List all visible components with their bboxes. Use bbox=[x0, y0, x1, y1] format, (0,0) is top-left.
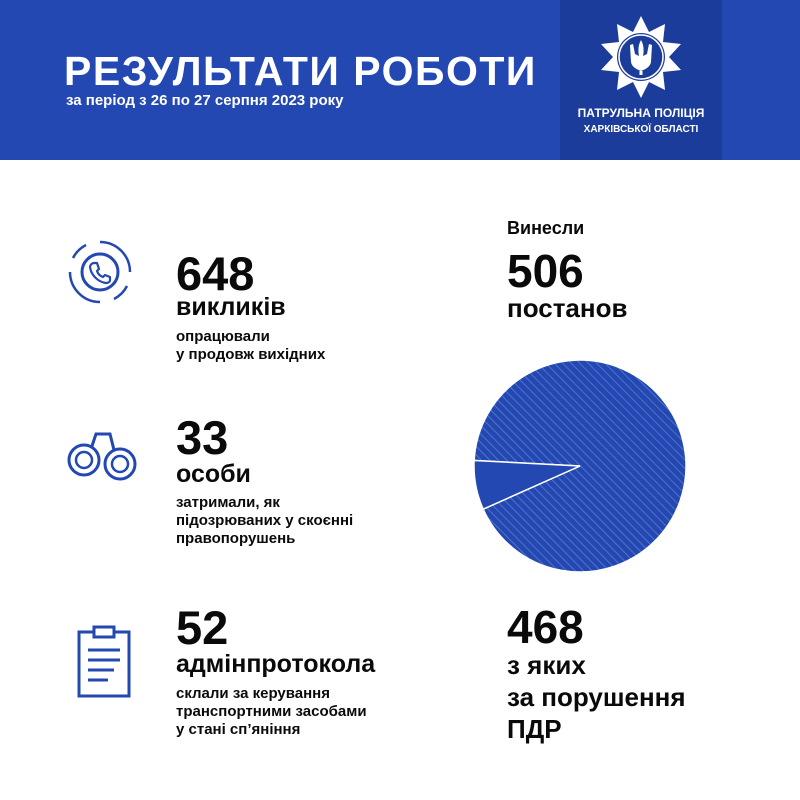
police-star-logo bbox=[597, 14, 685, 100]
decisions-pie-chart bbox=[470, 356, 690, 576]
handcuffs-icon bbox=[64, 424, 140, 488]
protocols-unit: адмінпротокола bbox=[176, 650, 376, 678]
violations-label-line3: ПДР bbox=[507, 714, 562, 744]
detained-unit: особи bbox=[176, 460, 251, 488]
violations-label-line2: за порушення bbox=[507, 682, 686, 712]
org-name: ПАТРУЛЬНА ПОЛІЦІЯ bbox=[577, 106, 705, 120]
calls-unit: викликів bbox=[176, 293, 286, 321]
violations-count: 468 bbox=[507, 601, 584, 653]
police-badge bbox=[560, 0, 722, 160]
protocols-description: склали за керування транспортними засобами у стані сп’яніння bbox=[176, 685, 367, 738]
header-banner bbox=[0, 0, 800, 160]
protocols-count: 52 bbox=[176, 601, 229, 654]
clipboard-icon bbox=[74, 624, 134, 700]
decisions-unit: постанов bbox=[507, 293, 628, 323]
detained-count: 33 bbox=[176, 411, 229, 464]
page-subtitle: за період з 26 по 27 серпня 2023 року bbox=[66, 92, 344, 109]
calls-description: опрацювали у продовж вихідних bbox=[176, 328, 326, 363]
calls-count: 648 bbox=[176, 247, 255, 300]
decisions-count: 506 bbox=[507, 245, 584, 297]
violations-label-line1: з яких bbox=[507, 650, 586, 680]
page-title: РЕЗУЛЬТАТИ РОБОТИ bbox=[64, 48, 537, 94]
phone-icon bbox=[64, 236, 136, 308]
decisions-intro: Винесли bbox=[507, 218, 585, 238]
org-region: ХАРКІВСЬКОЇ ОБЛАСТІ bbox=[583, 124, 699, 135]
detained-description: затримали, як підозрюваних у скоєнні правопорушень bbox=[176, 494, 354, 547]
